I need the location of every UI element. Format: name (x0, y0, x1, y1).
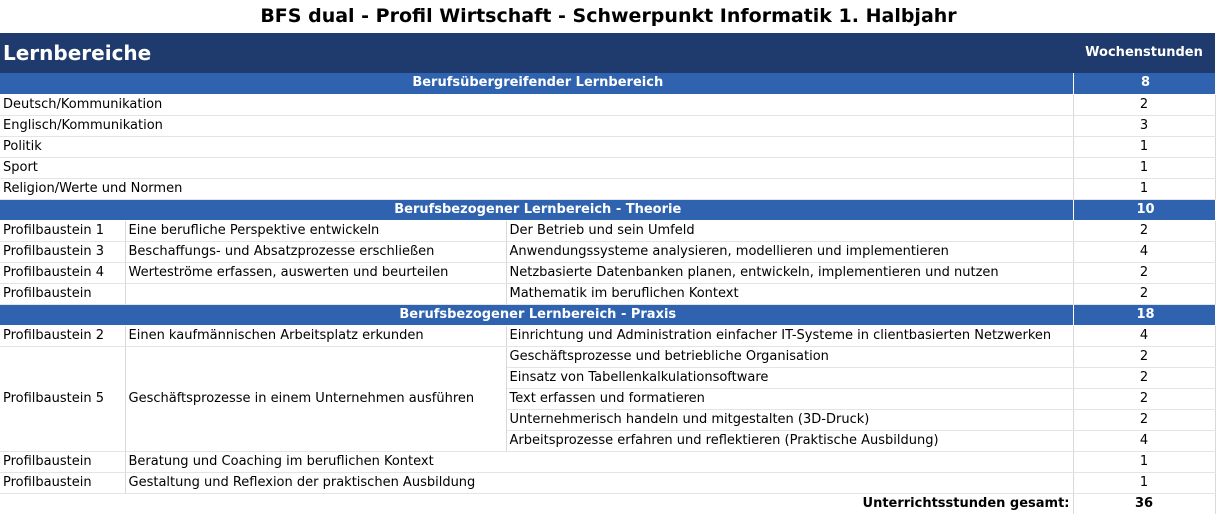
field-cell: Text erfassen und formatieren (506, 388, 1073, 409)
hours-cell: 4 (1073, 430, 1215, 451)
table-row (0, 472, 1215, 493)
table-row (0, 283, 1215, 304)
table-row (0, 325, 1215, 346)
table-row (0, 220, 1215, 241)
subject-cell: Sport (0, 157, 1073, 178)
subject-cell: Deutsch/Kommunikation (0, 94, 1073, 115)
table-row (0, 241, 1215, 262)
hours-cell: 1 (1073, 157, 1215, 178)
total-label: Unterrichtsstunden gesamt: (0, 493, 1073, 514)
hours-cell: 4 (1073, 241, 1215, 262)
hours-cell: 1 (1073, 451, 1215, 472)
module-cell: Profilbaustein 4 (0, 262, 125, 283)
table-row (0, 115, 1215, 136)
total-hours: 36 (1073, 493, 1215, 514)
subject-cell: Englisch/Kommunikation (0, 115, 1073, 136)
table-header (0, 33, 1215, 73)
section-hours: 10 (1073, 199, 1215, 220)
title-cell: Werteströme erfassen, auswerten und beurteilen (125, 262, 506, 283)
header-lernbereiche: Lernbereiche (0, 33, 1073, 73)
hours-cell: 2 (1073, 346, 1215, 367)
hours-cell: 4 (1073, 325, 1215, 346)
title-cell: Gestaltung und Reflexion der praktischen Ausbildung (125, 472, 1073, 493)
page-title: BFS dual - Profil Wirtschaft - Schwerpunkt Informatik 1. Halbjahr (260, 5, 957, 27)
hours-cell: 1 (1073, 178, 1215, 199)
title-cell (125, 283, 506, 304)
field-cell: Arbeitsprozesse erfahren und reflektieren (Praktische Ausbildung) (506, 430, 1073, 451)
curriculum-table (0, 33, 1216, 514)
hours-cell: 2 (1073, 367, 1215, 388)
section-row (0, 199, 1215, 220)
table-row (0, 94, 1215, 115)
table-row (0, 178, 1215, 199)
title-cell: Beratung und Coaching im beruflichen Kontext (125, 451, 1073, 472)
hours-cell: 2 (1073, 283, 1215, 304)
field-cell: Anwendungssysteme analysieren, modellieren und implementieren (506, 241, 1073, 262)
hours-cell: 2 (1073, 94, 1215, 115)
table-row (0, 262, 1215, 283)
section-hours: 8 (1073, 73, 1215, 94)
title-cell: Geschäftsprozesse in einem Unternehmen ausführen (125, 346, 506, 451)
total-row (0, 493, 1215, 514)
field-cell: Der Betrieb und sein Umfeld (506, 220, 1073, 241)
section-hours: 18 (1073, 304, 1215, 325)
field-cell: Einsatz von Tabellenkalkulationsoftware (506, 367, 1073, 388)
hours-cell: 1 (1073, 472, 1215, 493)
module-cell: Profilbaustein 3 (0, 241, 125, 262)
section-row (0, 73, 1215, 94)
subject-cell: Politik (0, 136, 1073, 157)
field-cell: Netzbasierte Datenbanken planen, entwickeln, implementieren und nutzen (506, 262, 1073, 283)
table-row (0, 157, 1215, 178)
section-label: Berufsübergreifender Lernbereich (0, 73, 1073, 94)
section-label: Berufsbezogener Lernbereich - Praxis (0, 304, 1073, 325)
title-cell: Beschaffungs- und Absatzprozesse erschließen (125, 241, 506, 262)
hours-cell: 2 (1073, 388, 1215, 409)
table-row (0, 451, 1215, 472)
hours-cell: 2 (1073, 220, 1215, 241)
table-row (0, 136, 1215, 157)
header-wochenstunden: Wochenstunden (1073, 33, 1215, 73)
table-row (0, 346, 1215, 367)
title-cell: Einen kaufmännischen Arbeitsplatz erkunden (125, 325, 506, 346)
hours-cell: 2 (1073, 409, 1215, 430)
module-cell: Profilbaustein (0, 283, 125, 304)
module-cell: Profilbaustein (0, 451, 125, 472)
section-row (0, 304, 1215, 325)
field-cell: Einrichtung und Administration einfacher IT-Systeme in clientbasierten Netzwerken (506, 325, 1073, 346)
section-label: Berufsbezogener Lernbereich - Theorie (0, 199, 1073, 220)
subject-cell: Religion/Werte und Normen (0, 178, 1073, 199)
field-cell: Geschäftsprozesse und betriebliche Organisation (506, 346, 1073, 367)
module-cell: Profilbaustein 2 (0, 325, 125, 346)
module-cell: Profilbaustein (0, 472, 125, 493)
module-cell: Profilbaustein 1 (0, 220, 125, 241)
title-cell: Eine berufliche Perspektive entwickeln (125, 220, 506, 241)
field-cell: Unternehmerisch handeln und mitgestalten (3D-Druck) (506, 409, 1073, 430)
field-cell: Mathematik im beruflichen Kontext (506, 283, 1073, 304)
hours-cell: 1 (1073, 136, 1215, 157)
hours-cell: 3 (1073, 115, 1215, 136)
hours-cell: 2 (1073, 262, 1215, 283)
module-cell: Profilbaustein 5 (0, 346, 125, 451)
